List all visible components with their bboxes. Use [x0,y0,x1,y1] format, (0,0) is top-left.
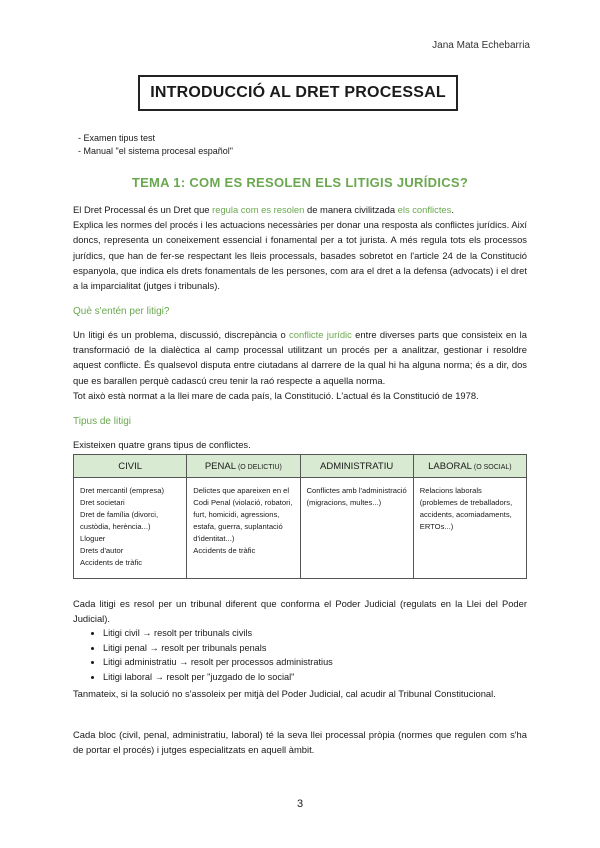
bloc-paragraph: Cada bloc (civil, penal, administratiu, laboral) té la seva llei processal pròpia (normes que regulen com s'ha de portar el procés) i jutges especialitzats en aquell àmbit. [73,729,527,756]
litigi-body [73,327,527,388]
header-label: CIVIL [118,460,142,472]
intro-body: Explica les normes del procés i les actuacions necessàries per donar una resposta als conflictes jurídics. Així doncs, representa un coneixement essencial i fonamental per a tot jurista. A més regula tots els processos jurídics, que han de fer-se respectant les lleis processals, basades sobretot en l'article 24 de la Constitució espanyola, que indica els drets fonamentals de les persones, com ara el dret a la defensa (advocats) i el dret a la imparcialitat (jutges i tribunals). [73,219,527,292]
table-header-cell [300,455,413,478]
cell-line: Accidents de tràfic [193,546,256,555]
tribunals-list [73,626,523,684]
cell-line: Conflictes amb l'administració (migracions, multes...) [306,486,407,507]
tipus-intro: Existeixen quatre grans tipus de conflictes. [73,439,251,450]
cell-line: Lloguer [80,534,106,543]
intro-paragraph [73,202,527,293]
header-sublabel: (O DELICTIU) [236,463,282,471]
table-header-cell [74,455,187,478]
table-row [74,478,527,579]
cell-line: Dret societari [80,498,125,507]
header-label: PENAL [204,460,236,472]
table-cell-civil [74,478,187,579]
list-item: • Litigi civil → resolt per tribunals civils [103,626,523,641]
cell-line: Accidents de tràfic [80,558,143,567]
table-cell-laboral [413,478,526,579]
author-name: Jana Mata Echebarria [432,40,530,51]
cell-line: Dret de família (divorci, custòdia, herència...) [80,510,159,531]
cell-line: Delictes que apareixen en el Codi Penal (violació, robatori, furt, homicidi, agressions, estafa, guerra, suplantació d'identitat...) [193,486,293,543]
cell-line: Relacions laborals (problemes de treballadors, accidents, acomiadaments, ERTOs...) [419,486,513,531]
list-item: • Litigi laboral → resolt per "juzgado de lo social" [103,670,523,685]
text-run: . [451,204,454,215]
table-header-cell [187,455,300,478]
source-item: - Examen tipus test [78,132,233,145]
cell-line: Drets d'autor [80,546,124,555]
litigi-types-table [73,454,527,579]
page-title: INTRODUCCIÓ AL DRET PROCESSAL [138,75,458,111]
text-run: Un litigi és un problema, discussió, discrepància o [73,329,290,340]
chapter-title: TEMA 1: COM ES RESOLEN ELS LITIGIS JURÍDICS? [131,175,469,190]
constitution-note: Tot això està normat a la llei mare de cada país, la Constitució. L'actual és la Constitució de 1978. [73,389,479,401]
list-item: • Litigi penal → resolt per tribunals penals [103,641,523,656]
highlight-text: regula com es resolen [212,204,305,215]
header-label: LABORAL [428,460,472,472]
table-cell-penal [187,478,300,579]
litigi-definition [73,327,527,403]
source-item: - Manual "el sistema procesal español" [78,145,233,158]
cell-line: Dret mercantil (empresa) [80,486,164,495]
text-run: entre diverses parts que consisteix en la transformació de la dialèctica al camp processal utilitzant un procés per a analitzar, gestionar i resoldre aquest conflicte. És qualsevol disputa entre ciutadans al darrere de la qual hi ha alguna norma; és a dir, dos que es barallen perquè cadascú creu tenir la raó respecte a aquella norma. [73,329,527,386]
text-run: de manera civilitzada [304,204,398,215]
highlight-text: conflicte jurídic [289,329,352,340]
sources-list [78,132,233,158]
constitutional-paragraph: Tanmateix, si la solució no s'assoleix per mitjà del Poder Judicial, cal acudir al Tribunal Constitucional. [73,688,496,699]
highlight-text: els conflictes [397,204,452,215]
table-header-row [74,455,527,478]
header-sublabel: (O SOCIAL) [471,463,512,471]
header-label: ADMINISTRATIU [320,460,394,472]
intro-line-1 [73,202,527,217]
tribunals-paragraph: Cada litigi es resol per un tribunal diferent que conforma el Poder Judicial (regulats en la Llei del Poder Judicial). [73,598,527,625]
section-heading-tipus: Tipus de litigi [73,416,131,427]
text-run: El Dret Processal és un Dret que [73,204,213,215]
section-heading-litigi: Què s'entén per litigi? [73,306,170,317]
page-number: 3 [296,798,304,810]
table-cell-administratiu [300,478,413,579]
table-header-cell [413,455,526,478]
list-item: • Litigi administratiu → resolt per processos administratius [103,655,523,670]
